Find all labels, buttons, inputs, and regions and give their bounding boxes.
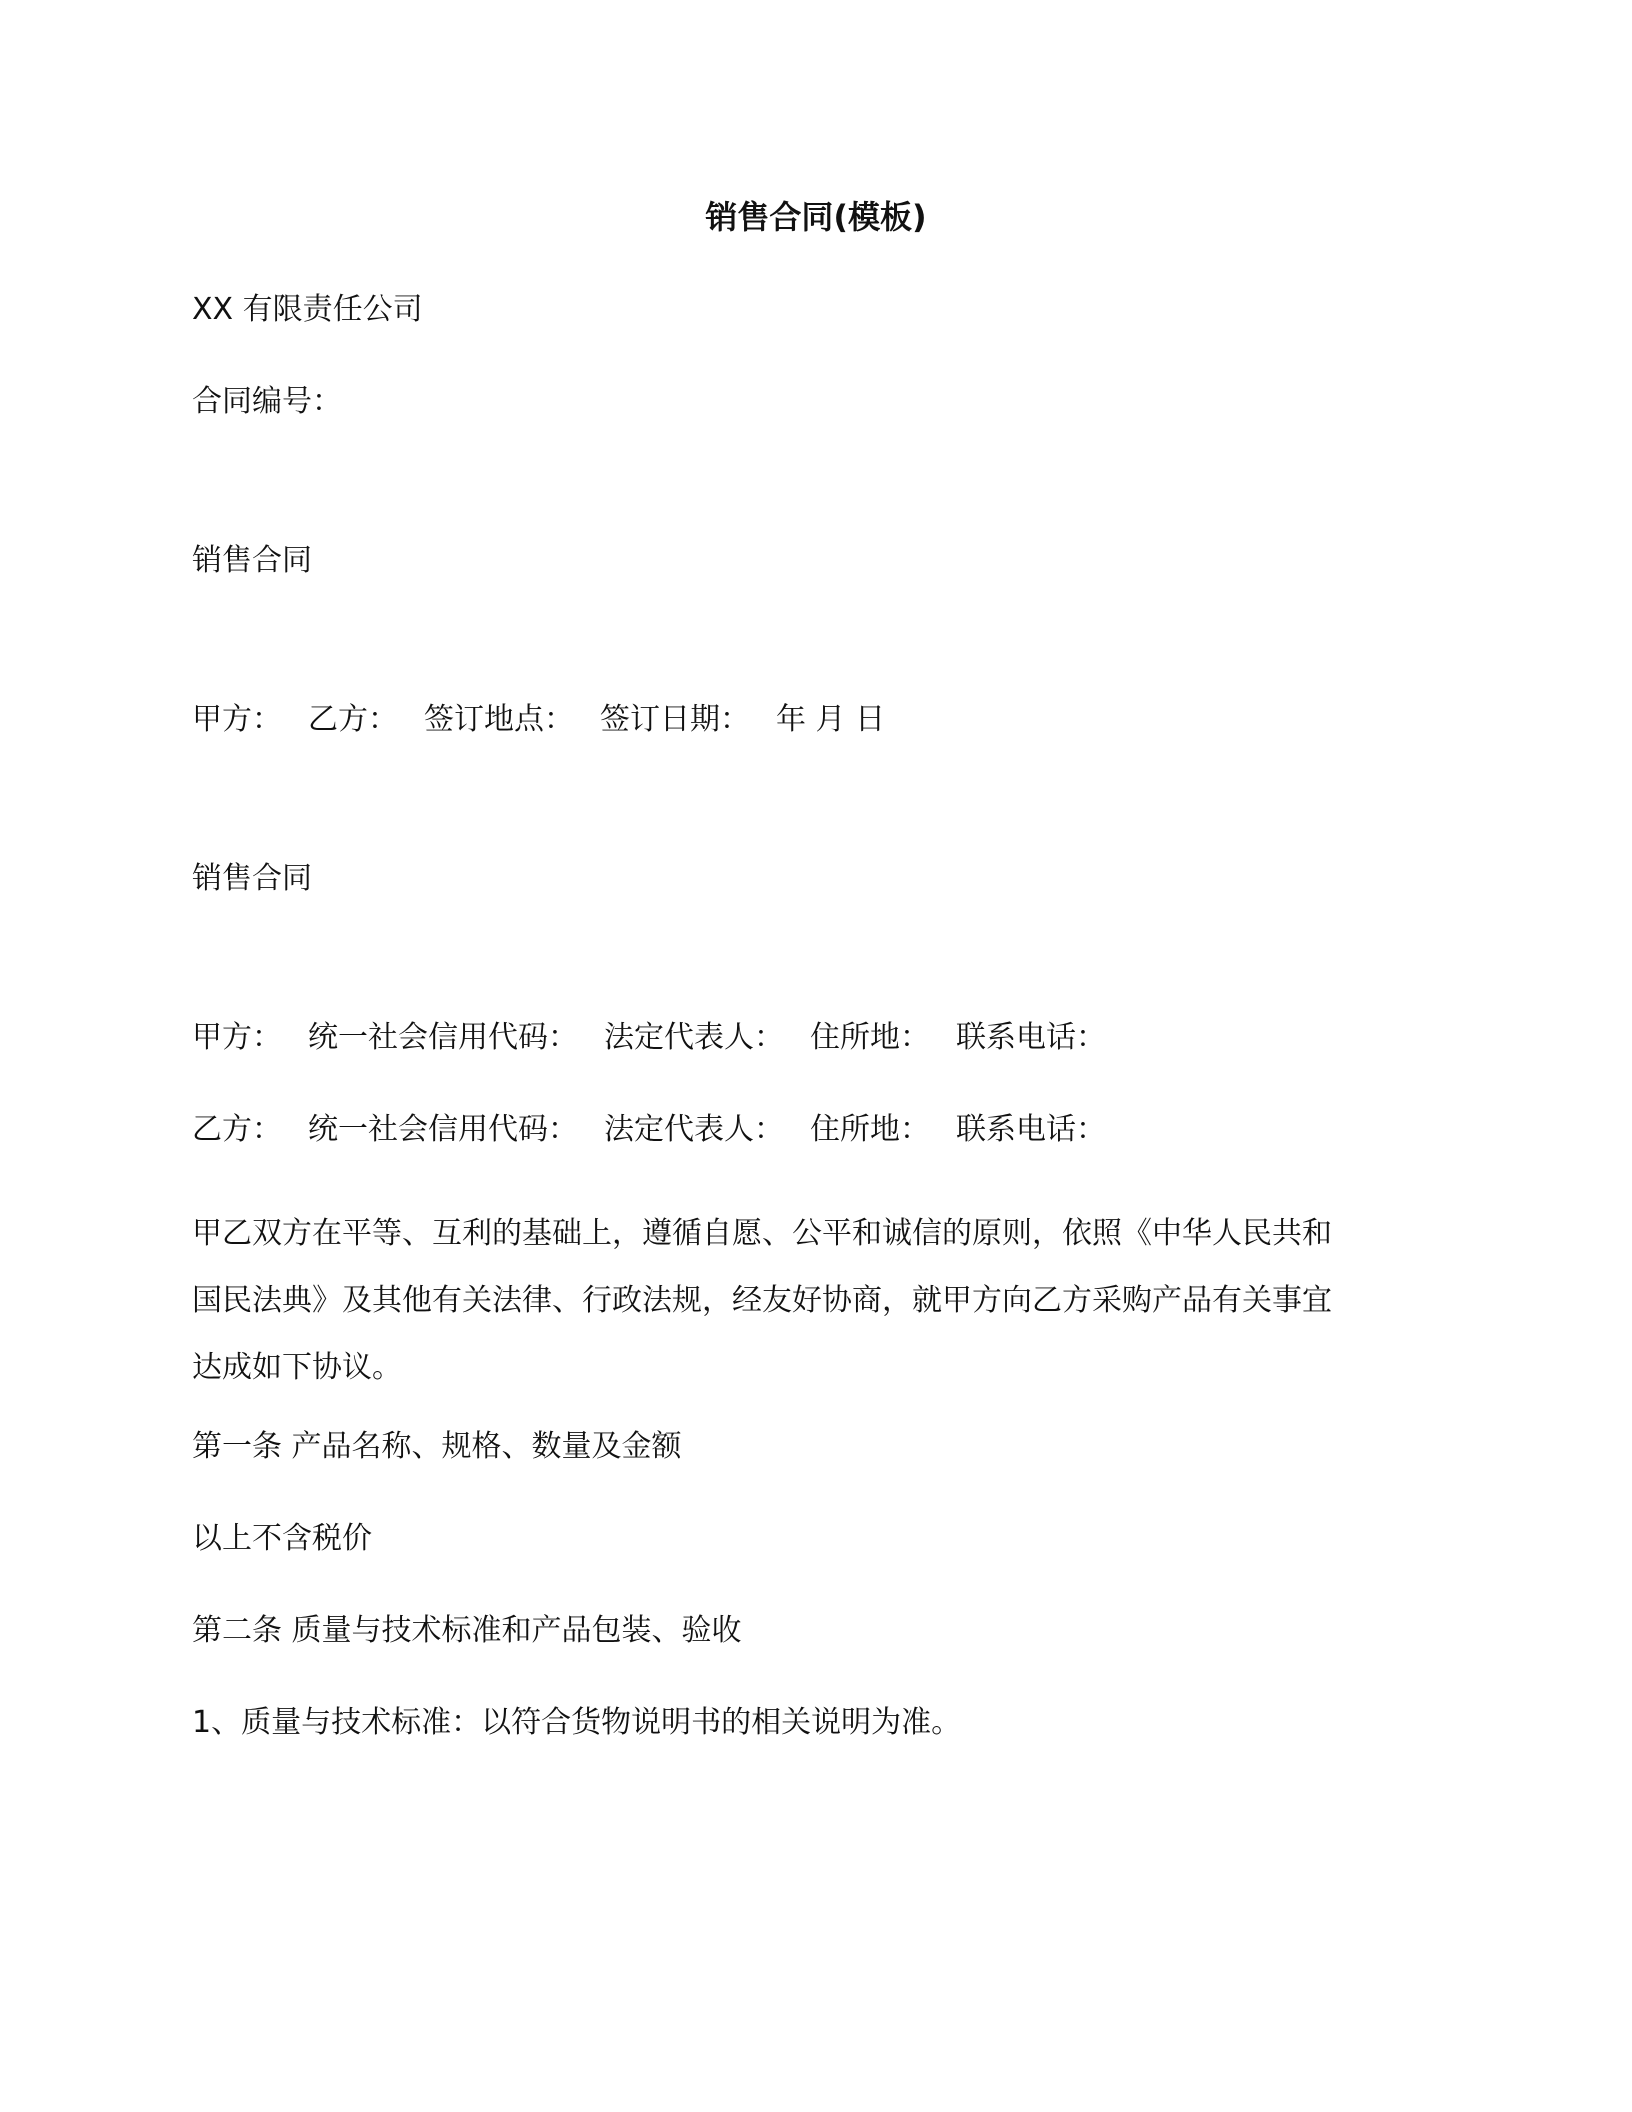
party-a-label: 甲方： (192, 702, 282, 737)
party-b-address-label: 住所地： (810, 1112, 930, 1147)
party-b-credit-code-label: 统一社会信用代码： (308, 1112, 578, 1147)
signing-info-line (192, 700, 885, 740)
party-a-info-line (192, 1018, 1106, 1058)
party-b-label: 乙方： (192, 1112, 282, 1147)
document-title: 销售合同(模板) (705, 198, 927, 236)
party-b-label: 乙方： (308, 702, 398, 737)
party-b-info-line (192, 1110, 1106, 1150)
company-name: XX 有限责任公司 (192, 292, 423, 327)
section-heading-sales-contract-2: 销售合同 (192, 861, 312, 896)
party-a-label: 甲方： (192, 1020, 282, 1055)
party-a-phone-label: 联系电话： (956, 1020, 1106, 1055)
party-b-legal-rep-label: 法定代表人： (604, 1112, 784, 1147)
party-a-credit-code-label: 统一社会信用代码： (308, 1020, 578, 1055)
party-a-legal-rep-label: 法定代表人： (604, 1020, 784, 1055)
preamble-paragraph (192, 1200, 1432, 1401)
preamble-line: 甲乙双方在平等、互利的基础上，遵循自愿、公平和诚信的原则，依照《中华人民共和 (192, 1216, 1332, 1251)
article-1-heading: 第一条 产品名称、规格、数量及金额 (192, 1429, 682, 1464)
signing-date-placeholder: 年 月 日 (776, 702, 886, 737)
article-2-heading: 第二条 质量与技术标准和产品包装、验收 (192, 1613, 742, 1648)
clause-2-1: 1、质量与技术标准：以符合货物说明书的相关说明为准。 (192, 1705, 962, 1740)
party-a-address-label: 住所地： (810, 1020, 930, 1055)
signing-place-label: 签订地点： (424, 702, 574, 737)
contract-number-label: 合同编号： (192, 384, 342, 419)
section-heading-sales-contract: 销售合同 (192, 543, 312, 578)
tax-note: 以上不含税价 (192, 1521, 372, 1556)
preamble-line: 达成如下协议。 (192, 1350, 402, 1385)
party-b-phone-label: 联系电话： (956, 1112, 1106, 1147)
signing-date-label: 签订日期： (600, 702, 750, 737)
preamble-line: 国民法典》及其他有关法律、行政法规，经友好协商，就甲方向乙方采购产品有关事宜 (192, 1283, 1332, 1318)
